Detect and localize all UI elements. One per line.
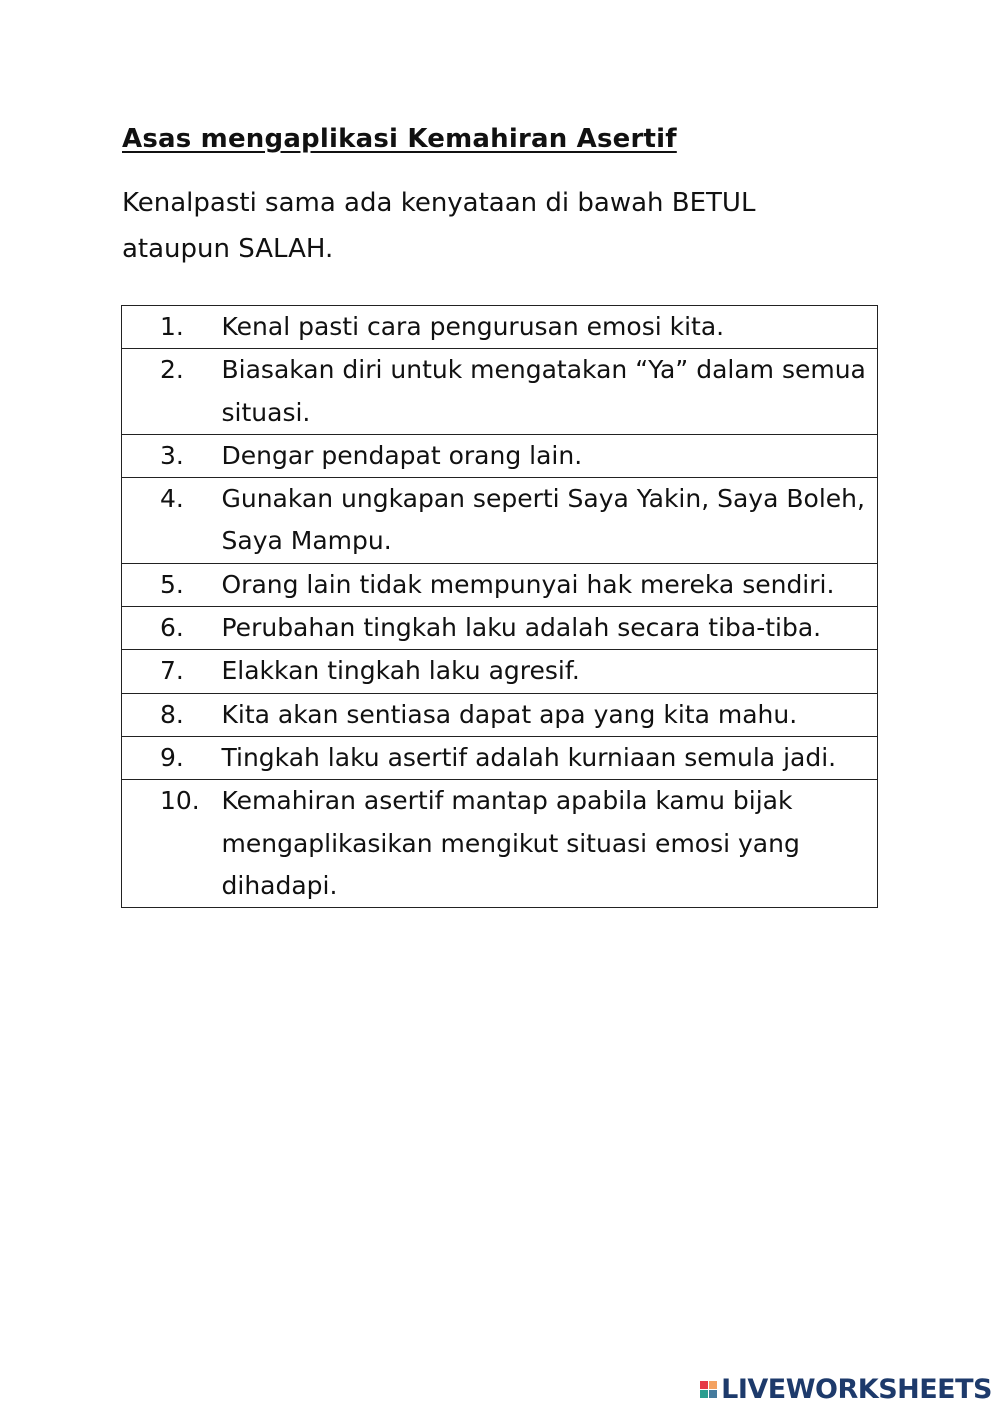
watermark-text: LIVEWORKSHEETS (721, 1374, 992, 1405)
statement-row (122, 434, 878, 477)
statement-text: Kemahiran asertif mantap apabila kamu bijak mengaplikasikan mengikut situasi emosi yang dihadapi. (222, 780, 878, 908)
statement-row (122, 607, 878, 650)
statement-number: 3. (122, 434, 222, 477)
liveworksheets-watermark (700, 1374, 992, 1405)
statement-number: 9. (122, 736, 222, 779)
logo-square (709, 1390, 717, 1398)
statement-text: Tingkah laku asertif adalah kurniaan semula jadi. (222, 736, 878, 779)
statement-text: Gunakan ungkapan seperti Saya Yakin, Saya Boleh, Saya Mampu. (222, 478, 878, 564)
worksheet-title: Asas mengaplikasi Kemahiran Asertif (122, 124, 677, 154)
statement-number: 5. (122, 563, 222, 606)
logo-square (700, 1381, 708, 1389)
statement-row (122, 349, 878, 435)
statement-row (122, 693, 878, 736)
logo-square (700, 1390, 708, 1398)
statement-text: Kenal pasti cara pengurusan emosi kita. (222, 306, 878, 349)
statement-text: Perubahan tingkah laku adalah secara tiba-tiba. (222, 607, 878, 650)
statement-row (122, 650, 878, 693)
statement-text: Elakkan tingkah laku agresif. (222, 650, 878, 693)
statement-number: 1. (122, 306, 222, 349)
statement-number: 10. (122, 780, 222, 908)
worksheet-instruction: Kenalpasti sama ada kenyataan di bawah BETUL ataupun SALAH. (122, 188, 756, 264)
statement-number: 4. (122, 478, 222, 564)
statement-number: 7. (122, 650, 222, 693)
statement-text: Dengar pendapat orang lain. (222, 434, 878, 477)
statement-number: 2. (122, 349, 222, 435)
liveworksheets-logo-icon (700, 1381, 717, 1398)
statement-text: Kita akan sentiasa dapat apa yang kita mahu. (222, 693, 878, 736)
statement-text: Orang lain tidak mempunyai hak mereka sendiri. (222, 563, 878, 606)
statement-text: Biasakan diri untuk mengatakan “Ya” dalam semua situasi. (222, 349, 878, 435)
statement-number: 8. (122, 693, 222, 736)
statement-row (122, 780, 878, 908)
statements-table (121, 305, 878, 908)
statement-row (122, 478, 878, 564)
statement-row (122, 736, 878, 779)
statement-row (122, 306, 878, 349)
statement-row (122, 563, 878, 606)
statement-number: 6. (122, 607, 222, 650)
logo-square (709, 1381, 717, 1389)
